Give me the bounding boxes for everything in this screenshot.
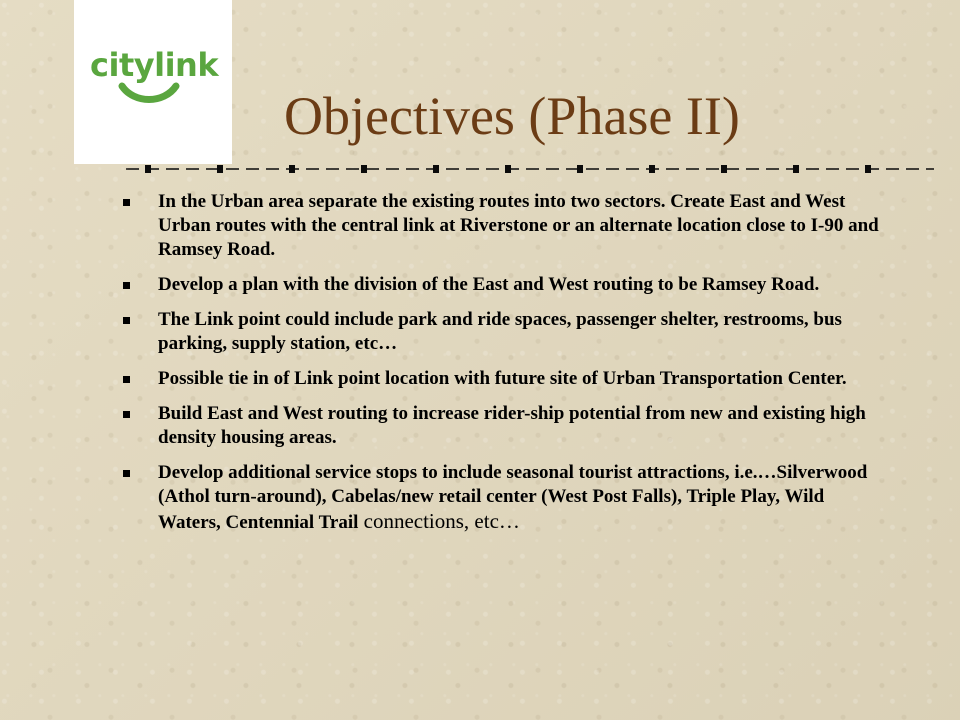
bullet-text: Develop a plan with the division of the East and West routing to be Ramsey Road. bbox=[158, 274, 820, 295]
bullet-item bbox=[120, 190, 890, 262]
bullet-item bbox=[120, 461, 890, 535]
square-bullet-icon bbox=[123, 199, 130, 206]
bullet-item bbox=[120, 402, 890, 450]
bullet-text: Build East and West routing to increase rider-ship potential from new and existing high density housing areas. bbox=[158, 403, 866, 448]
bullet-list bbox=[120, 190, 890, 546]
logo-tile bbox=[74, 0, 232, 164]
square-bullet-icon bbox=[123, 411, 130, 418]
bullet-tail-text: connections, etc… bbox=[358, 509, 520, 533]
bullet-item bbox=[120, 367, 890, 391]
bullet-text: The Link point could include park and ride spaces, passenger shelter, restrooms, bus parking, supply station, etc… bbox=[158, 309, 842, 354]
square-bullet-icon bbox=[123, 470, 130, 477]
smile-icon bbox=[112, 80, 186, 108]
bullet-text: Possible tie in of Link point location with future site of Urban Transportation Center. bbox=[158, 368, 847, 389]
square-bullet-icon bbox=[123, 282, 130, 289]
bullet-item bbox=[120, 308, 890, 356]
page-title: Objectives (Phase II) bbox=[284, 86, 740, 146]
citylink-logo bbox=[74, 0, 232, 164]
square-bullet-icon bbox=[123, 317, 130, 324]
bullet-item bbox=[120, 273, 890, 297]
bullet-text: Develop additional service stops to include seasonal tourist attractions, i.e.…Silverwood (Athol turn-around), Cabelas/new retail center (West Post Falls), Triple Play, Wild Waters, Centennial Trail bbox=[158, 462, 868, 533]
bullet-text: In the Urban area separate the existing routes into two sectors. Create East and West Urban routes with the central link at Riverstone or an alternate location close to I-90 and Ramsey Road. bbox=[158, 191, 879, 260]
square-bullet-icon bbox=[123, 376, 130, 383]
logo-text: citylink bbox=[90, 46, 219, 84]
title-divider bbox=[126, 160, 934, 178]
